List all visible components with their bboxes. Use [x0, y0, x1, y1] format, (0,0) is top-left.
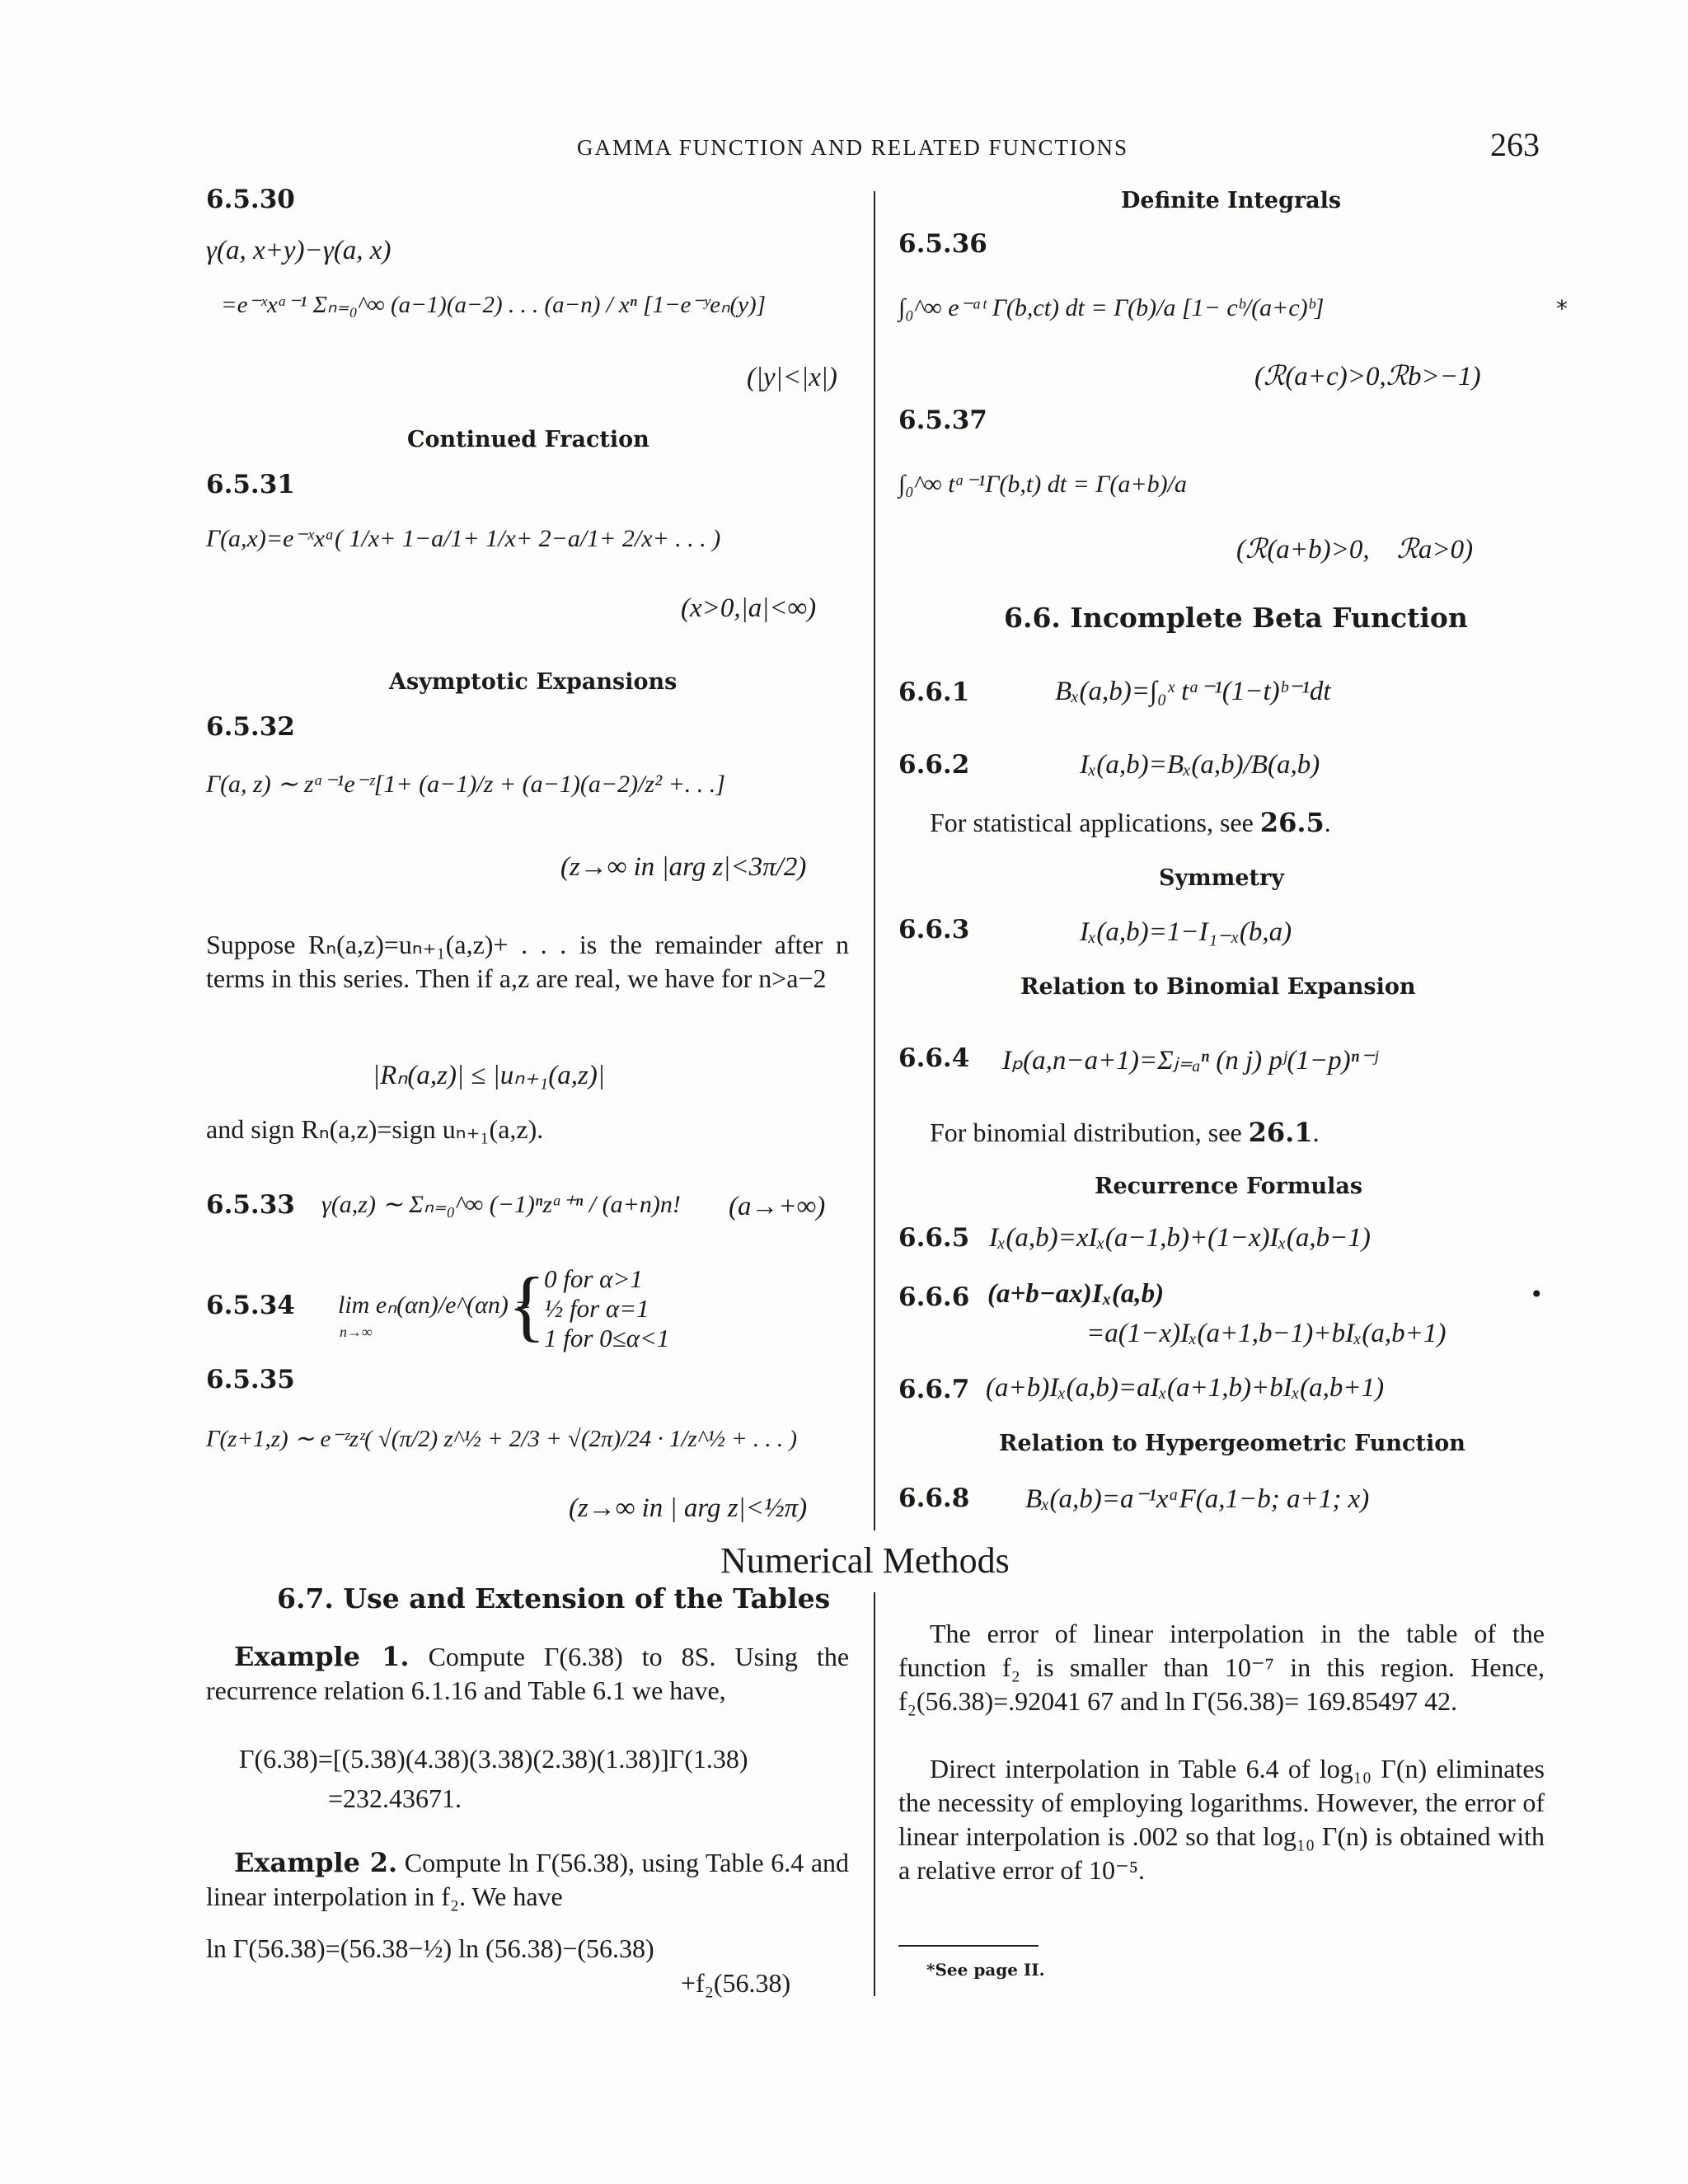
equation-condition: (z→∞ in | arg z|<½π): [569, 1493, 808, 1523]
cross-reference: 26.1: [1248, 1117, 1313, 1148]
example-label: Example 2.: [234, 1847, 398, 1878]
eq-number: 6.6.5: [898, 1223, 970, 1253]
eq-number: 6.5.32: [206, 712, 295, 742]
paragraph: Suppose Rₙ(a,z)=uₙ₊₁(a,z)+ . . . is the remainder after n terms in this series. Then if a,z are real, we have for n>a−2: [206, 930, 849, 993]
section-heading: Relation to Binomial Expansion: [1020, 974, 1416, 1000]
equation: Iₚ(a,n−a+1)=Σⱼ₌ₐⁿ (n j) pʲ(1−p)ⁿ⁻ʲ: [1002, 1046, 1378, 1076]
equation: Γ(a,x)=e⁻ˣxᵃ( 1/x+ 1−a/1+ 1/x+ 2−a/1+ 2/x+ . . . ): [206, 525, 721, 552]
section-heading: Recurrence Formulas: [1095, 1174, 1363, 1199]
equation: =232.43671.: [328, 1783, 462, 1813]
eq-number: 6.6.1: [898, 677, 970, 707]
case-item: ½ for α=1: [544, 1294, 649, 1323]
equation: Bₓ(a,b)=∫₀ˣ tᵃ⁻¹(1−t)ᵇ⁻¹dt: [1055, 677, 1331, 706]
equation: γ(a,z) ∼ Σₙ₌₀^∞ (−1)ⁿzᵃ⁺ⁿ / (a+n)n!: [321, 1191, 681, 1218]
equation: +f₂(56.38): [681, 1968, 791, 1998]
paragraph: [206, 1640, 849, 1708]
equation-condition: (|y|<|x|): [747, 363, 837, 392]
eq-number: 6.5.34: [206, 1291, 295, 1320]
limit-subscript: n→∞: [340, 1324, 373, 1340]
eq-number: 6.6.3: [898, 915, 970, 944]
equation-condition: (ℛ(a+c)>0,ℛb>−1): [1254, 362, 1481, 391]
footnote-rule: [898, 1945, 1039, 1947]
equation: Iₓ(a,b)=Bₓ(a,b)/B(a,b): [1080, 750, 1320, 780]
eq-number: 6.5.33: [206, 1190, 295, 1220]
equation-condition: (x>0,|a|<∞): [681, 593, 817, 623]
paragraph: Direct interpolation in Table 6.4 of log₁₀ Γ(n) eliminates the necessity of employing logarithms. However, the error of linear interpolation is .002 so that log₁₀ Γ(n) is obtained with a relative error of 10⁻⁵.: [898, 1754, 1545, 1885]
equation: Bₓ(a,b)=a⁻¹xᵃF(a,1−b; a+1; x): [1025, 1484, 1370, 1514]
section-heading: Symmetry: [1159, 865, 1284, 891]
eq-number: 6.6.6: [898, 1282, 970, 1312]
example-label: Example 1.: [234, 1641, 410, 1672]
paragraph: and sign Rₙ(a,z)=sign uₙ₊₁(a,z).: [206, 1114, 544, 1144]
chapter-part-title: Numerical Methods: [720, 1540, 1010, 1581]
eq-number: 6.5.35: [206, 1365, 295, 1394]
section-heading: Definite Integrals: [1121, 188, 1342, 213]
case-item: 0 for α>1: [544, 1264, 643, 1293]
paragraph: For binomial distribution, see 26.1.: [930, 1117, 1320, 1148]
eq-number: 6.6.8: [898, 1483, 970, 1513]
running-title: GAMMA FUNCTION AND RELATED FUNCTIONS: [577, 135, 1129, 160]
page-number: 263: [1490, 126, 1540, 163]
text: Compute Γ(6.38) to 8S. Using the recurrence relation 6.1.16 and Table 6.1 we have,: [206, 1642, 850, 1705]
eq-number: 6.6.4: [898, 1043, 970, 1073]
equation: Iₓ(a,b)=1−I₁₋ₓ(b,a): [1080, 917, 1292, 947]
brace-icon: {: [508, 1261, 546, 1349]
equation: ∫₀^∞ tᵃ⁻¹Γ(b,t) dt = Γ(a+b)/a: [898, 471, 1187, 498]
text: For statistical applications, see: [930, 808, 1260, 837]
equation: =e⁻ˣxᵃ⁻¹ Σₙ₌₀^∞ (a−1)(a−2) . . . (a−n) / xⁿ [1−e⁻ʸeₙ(y)]: [221, 292, 766, 318]
footnote-star: *: [1556, 295, 1568, 322]
equation: Iₓ(a,b)=xIₓ(a−1,b)+(1−x)Iₓ(a,b−1): [989, 1223, 1371, 1253]
eq-number: 6.5.36: [898, 229, 987, 259]
equation: =a(1−x)Iₓ(a+1,b−1)+bIₓ(a,b+1): [1086, 1319, 1447, 1348]
cross-reference: 26.5: [1259, 807, 1325, 838]
section-heading: Relation to Hypergeometric Function: [999, 1431, 1465, 1456]
case-item: 1 for 0≤α<1: [544, 1324, 670, 1352]
text: Compute ln Γ(56.38), using Table 6.4 and linear interpolation in f₂. We have: [206, 1848, 850, 1911]
equation: Γ(a, z) ∼ zᵃ⁻¹e⁻ᶻ[1+ (a−1)/z + (a−1)(a−2)/z² +. . .]: [206, 771, 725, 798]
equation: |Rₙ(a,z)| ≤ |uₙ₊₁(a,z)|: [373, 1061, 605, 1090]
equation: γ(a, x+y)−γ(a, x): [206, 236, 392, 265]
section-heading: 6.7. Use and Extension of the Tables: [277, 1582, 831, 1615]
section-heading: Asymptotic Expansions: [389, 669, 678, 695]
equation: ∫₀^∞ e⁻ᵃᵗ Γ(b,ct) dt = Γ(b)/a [1− cᵇ/(a+c)ᵇ]: [898, 294, 1325, 321]
equation: Γ(6.38)=[(5.38)(4.38)(3.38)(2.38)(1.38)]Γ(1.38): [239, 1744, 748, 1774]
bullet-mark: •: [1530, 1281, 1544, 1308]
section-heading: Continued Fraction: [407, 427, 649, 452]
equation: (a+b−ax)Iₓ(a,b): [987, 1279, 1165, 1309]
equation: Γ(z+1,z) ∼ e⁻ᶻzᶻ( √(π/2) z^½ + 2/3 + √(2π)/24 · 1/z^½ + . . . ): [206, 1426, 798, 1452]
column-divider: [874, 191, 875, 1530]
equation: lim eₙ(αn)/e^(αn) =: [338, 1291, 532, 1319]
equation: (a+b)Iₓ(a,b)=aIₓ(a+1,b)+bIₓ(a,b+1): [986, 1373, 1385, 1403]
footnote: *See page II.: [926, 1960, 1045, 1980]
case-list: [544, 1264, 669, 1353]
eq-number: 6.6.7: [898, 1375, 970, 1404]
eq-number: 6.6.2: [898, 750, 970, 780]
equation-condition: (z→∞ in |arg z|<3π/2): [560, 852, 807, 882]
text: For binomial distribution, see: [930, 1118, 1249, 1147]
eq-number: 6.5.30: [206, 185, 295, 214]
column-divider-lower: [874, 1592, 875, 1996]
paragraph: For statistical applications, see 26.5.: [930, 807, 1331, 838]
eq-number: 6.5.31: [206, 470, 295, 499]
paragraph: [206, 1846, 849, 1914]
section-heading: 6.6. Incomplete Beta Function: [1004, 602, 1468, 634]
equation: ln Γ(56.38)=(56.38−½) ln (56.38)−(56.38): [206, 1933, 654, 1963]
eq-number: 6.5.37: [898, 405, 987, 435]
equation-condition: (a→+∞): [729, 1192, 826, 1221]
equation-condition: (ℛ(a+b)>0, ℛa>0): [1236, 535, 1474, 565]
paragraph: The error of linear interpolation in the table of the function f₂ is smaller than 10⁻⁷ in this region. Hence, f₂(56.38)=.92041 67 and ln Γ(56.38)= 169.85497 42.: [898, 1619, 1545, 1716]
